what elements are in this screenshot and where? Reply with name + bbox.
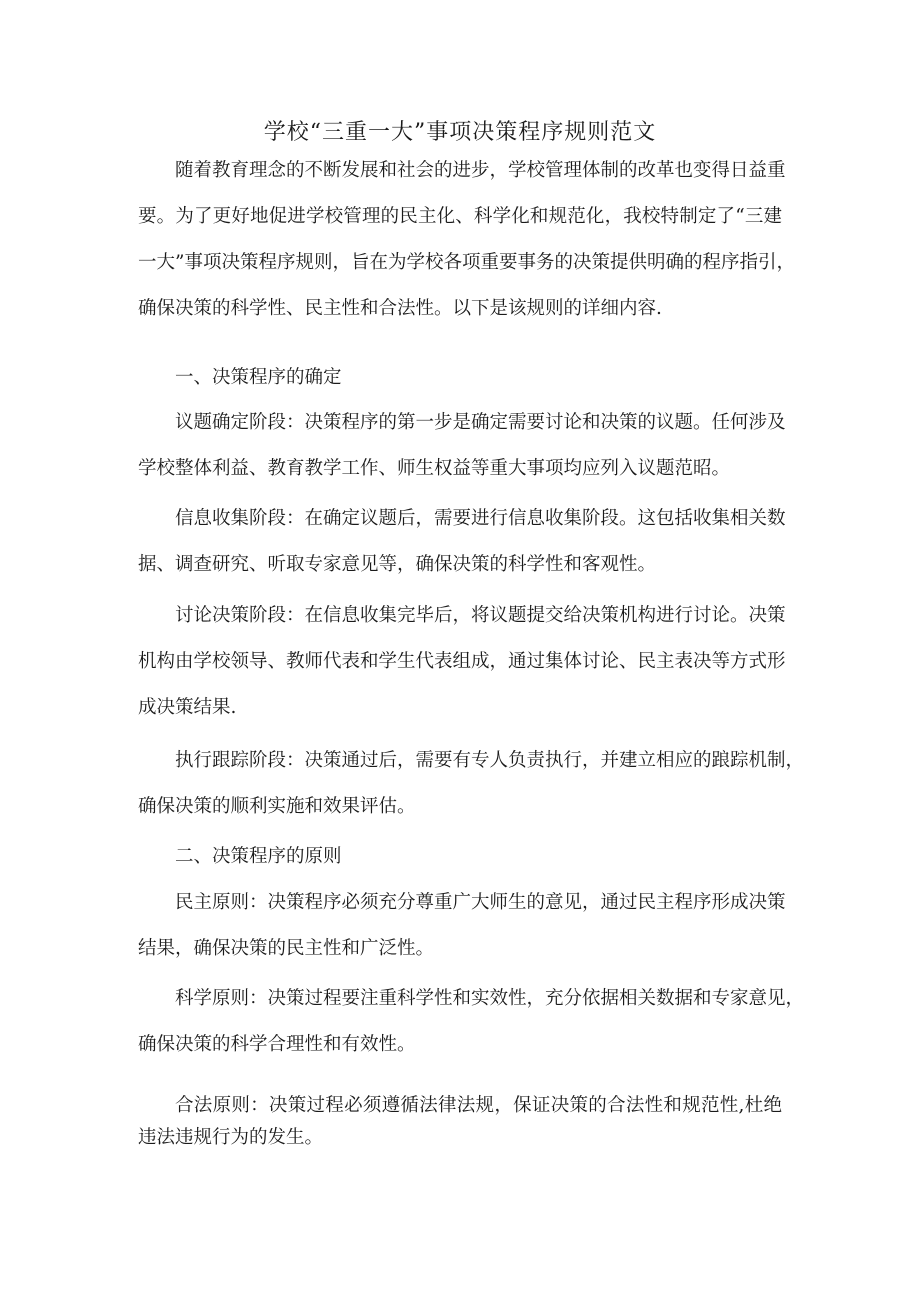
paragraph-line: 讨论决策阶段：在信息收集完毕后，将议题提交给决策机构进行讨论。决策 [175,605,786,626]
paragraph-line: 信息收集阶段：在确定议题后，需要进行信息收集阶段。这包括收集相关数 [175,508,786,529]
section-1-paragraph-3 [138,593,786,731]
section-1-paragraph-1 [138,400,786,492]
section-2-heading: 二、决策程序的原则 [175,846,342,867]
paragraph-line: 确保决策的顺利实施和效果评估。 [138,796,416,817]
intro-line-3: 一大”事项决策程序规则，旨在为学校各项重要事务的决策提供明确的程序指引， [138,252,795,273]
document-title: 学校“三重一大”事项决策程序规则范文 [263,120,657,145]
paragraph-line: 确保决策的科学合理性和有效性。 [138,1034,416,1055]
section-1-paragraph-2 [138,496,786,588]
paragraph-line: 据、调查研究、听取专家意见等，确保决策的科学性和客观性。 [138,554,657,575]
section-1-paragraph-4 [138,738,805,830]
section-2-paragraph-3 [138,1090,782,1154]
paragraph-line: 合法原则：决策过程必须遵循法律法规，保证决策的合法性和规范性,杜绝 [175,1095,782,1116]
paragraph-line: 议题确定阶段：决策程序的第一步是确定需要讨论和决策的议题。任何涉及 [175,412,786,433]
paragraph-line: 成决策结果. [138,697,237,718]
paragraph-line: 学校整体利益、教育教学工作、师生权益等重大事项均应列入议题范昭。 [138,458,731,479]
paragraph-line: 民主原则：决策程序必须充分尊重广大师生的意见，通过民主程序形成决策 [175,892,786,913]
intro-paragraph [138,148,795,332]
section-2-paragraph-2 [138,976,805,1068]
paragraph-line: 执行跟踪阶段：决策通过后，需要有专人负责执行，并建立相应的踉踪机制， [175,750,805,771]
section-2-paragraph-1 [138,880,786,972]
section-1-heading: 一、决策程序的确定 [175,367,342,388]
paragraph-line: 违法违规行为的发生。 [138,1127,324,1148]
paragraph-line: 机构由学校领导、教师代表和学生代表组成，通过集体讨论、民主表决等方式形 [138,651,786,672]
intro-line-4: 确保决策的科学性、民主性和合法性。以下是该规则的详细内容. [138,298,662,319]
paragraph-line: 结果，确保决策的民主性和广泛性。 [138,938,435,959]
intro-line-2: 要。为了更好地促进学校管理的民主化、科学化和规范化，我校特制定了“三建 [138,206,782,227]
intro-line-1: 随着教育理念的不断发展和社会的进步，学校管理体制的改革也变得日益重 [175,160,786,181]
paragraph-line: 科学原则：决策过程要注重科学性和实效性，充分依据相关数据和专家意见， [175,988,805,1009]
